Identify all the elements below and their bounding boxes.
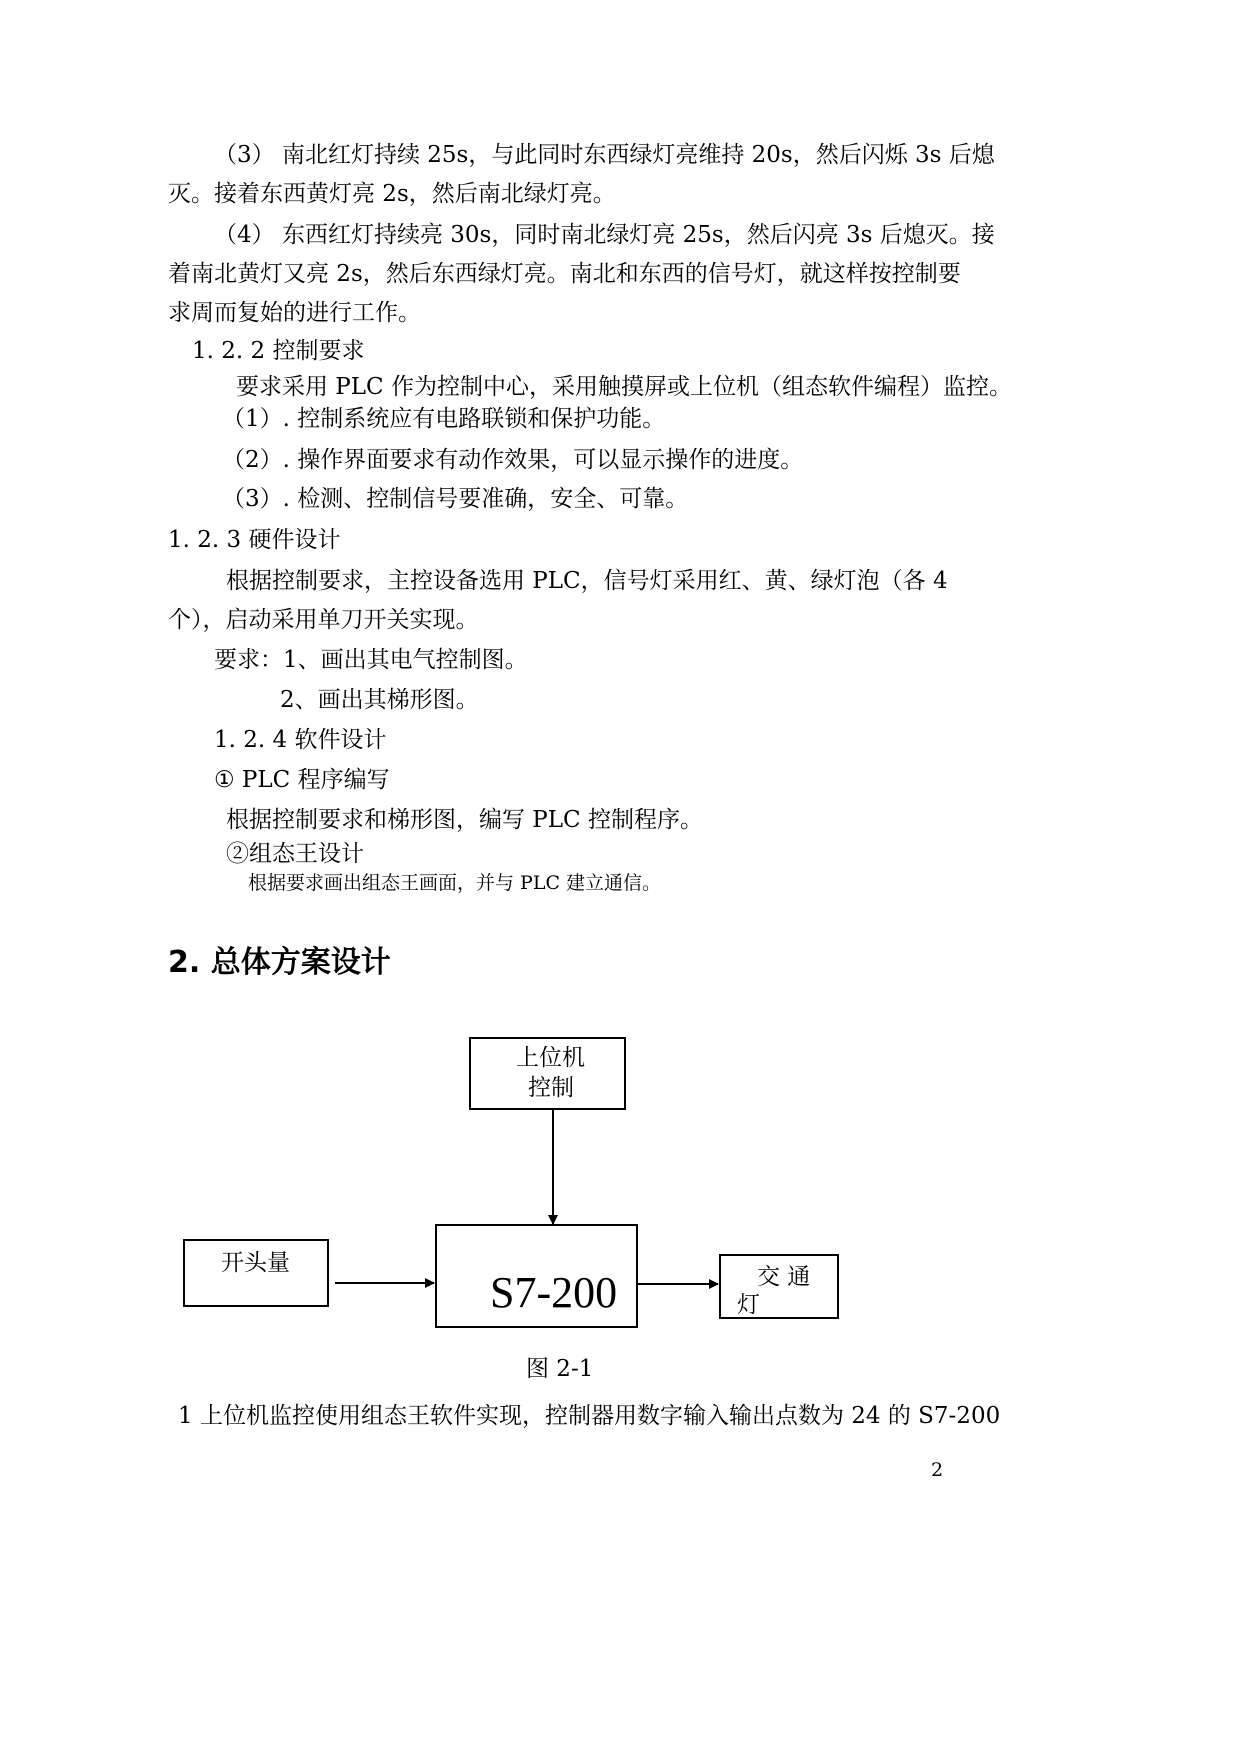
software-item-2-text: 根据要求画出组态王画面，并与 PLC 建立通信。 [248, 872, 662, 894]
hardware-line-1: 根据控制要求，主控设备选用 PLC，信号灯采用红、黄、绿灯泡（各 4 [226, 568, 948, 594]
body-last-line: 1 上位机监控使用组态王软件实现，控制器用数字输入输出点数为 24 的 S7-200 [178, 1403, 1001, 1429]
traffic-light-label-1: 交 通 [757, 1264, 811, 1290]
paragraph-4-line-2: 着南北黄灯又亮 2s，然后东西绿灯亮。南北和东西的信号灯，就这样按控制要 [168, 261, 961, 287]
paragraph-4-line-3: 求周而复始的进行工作。 [168, 300, 421, 326]
paragraph-3-line-1: （3） 南北红灯持续 25s，与此同时东西绿灯亮维持 20s，然后闪烁 3s 后熄 [214, 142, 995, 168]
plc-label: S7-200 [490, 1268, 618, 1317]
software-item-2-title: ②组态王设计 [226, 841, 364, 867]
hardware-line-2: 个），启动采用单刀开关实现。 [168, 607, 479, 633]
section-1-2-2-heading: 1. 2. 2 控制要求 [192, 338, 365, 364]
page-number: 2 [931, 1459, 944, 1481]
requirement-3: （3）. 检测、控制信号要准确，安全、可靠。 [222, 486, 689, 512]
requirement-1: （1）. 控制系统应有电路联锁和保护功能。 [222, 406, 666, 432]
software-item-1-text: 根据控制要求和梯形图，编写 PLC 控制程序。 [226, 807, 703, 833]
hardware-requirement-1: 要求：1、画出其电气控制图。 [214, 647, 528, 673]
upper-computer-label-2: 控制 [528, 1075, 574, 1101]
section-1-2-3-heading: 1. 2. 3 硬件设计 [168, 527, 341, 553]
paragraph-4-line-1: （4） 东西红灯持续亮 30s，同时南北绿灯亮 25s，然后闪亮 3s 后熄灭。接 [214, 222, 995, 248]
software-item-1-title: ① PLC 程序编写 [214, 767, 390, 793]
paragraph-3-line-2: 灭。接着东西黄灯亮 2s，然后南北绿灯亮。 [168, 181, 616, 207]
section-2-heading: 2. 总体方案设计 [168, 945, 391, 980]
requirement-2: （2）. 操作界面要求有动作效果，可以显示操作的进度。 [222, 447, 804, 473]
section-1-2-4-heading: 1. 2. 4 软件设计 [214, 727, 387, 753]
requirement-intro: 要求采用 PLC 作为控制中心，采用触摸屏或上位机（组态软件编程）监控。 [236, 374, 1012, 400]
upper-computer-label-1: 上位机 [516, 1045, 585, 1071]
switch-input-label: 开头量 [221, 1250, 290, 1276]
figure-caption: 图 2-1 [526, 1356, 594, 1382]
hardware-requirement-2: 2、画出其梯形图。 [280, 687, 479, 713]
traffic-light-label-2: 灯 [737, 1292, 760, 1318]
